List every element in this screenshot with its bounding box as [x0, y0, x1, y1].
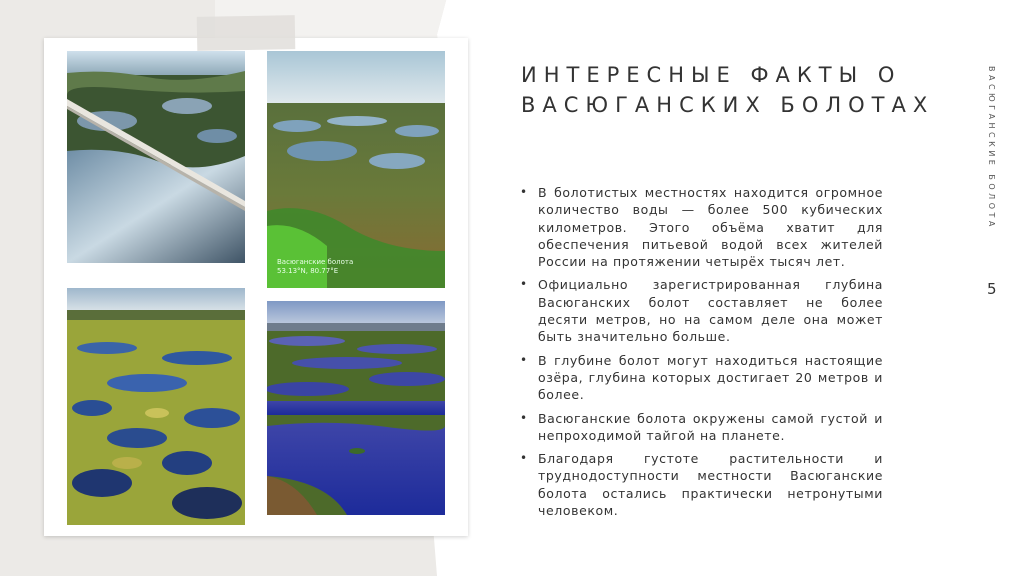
photo-caption-title: Васюганские болота [277, 258, 354, 266]
fact-item: • Официально зарегистрированная глубина Васюганских болот составляет не более десяти метров, но на самом деле она может быть значительно больше. [520, 276, 883, 345]
fact-item: • В болотистых местностях находится огромное количество воды — более 500 кубических километров. Этого объёма хватит для обеспечения питьевой водой всех жителей России на протяжении четырёх тысяч лет. [520, 184, 883, 270]
photo-blue-lakes [267, 301, 445, 515]
photo-caption [277, 258, 353, 276]
side-section-label: ВАСЮГАНСКИЕ БОЛОТА [987, 66, 996, 230]
photo-caption-coords: 53.13°N, 80.77°E [277, 267, 339, 275]
slide-title: ИНТЕРЕСНЫЕ ФАКТЫ О ВАСЮГАНСКИХ БОЛОТАХ [521, 63, 935, 117]
fact-item: • Благодаря густоте растительности и труднодоступности местности Васюганские болота остались практически нетронутыми человеком. [520, 450, 883, 519]
photo-lakes-yellow [67, 288, 245, 525]
fact-item: • В глубине болот могут находиться настоящие озёра, глубина которых достигает 20 метров и более. [520, 352, 883, 404]
fact-item: • Васюганские болота окружены самой густой и непроходимой тайгой на планете. [520, 410, 883, 445]
facts-list [520, 184, 883, 525]
photo-green-bog [267, 51, 445, 288]
photo-aerial-road [67, 51, 245, 263]
page-number: 5 [987, 280, 997, 298]
tape-strip [197, 15, 296, 51]
